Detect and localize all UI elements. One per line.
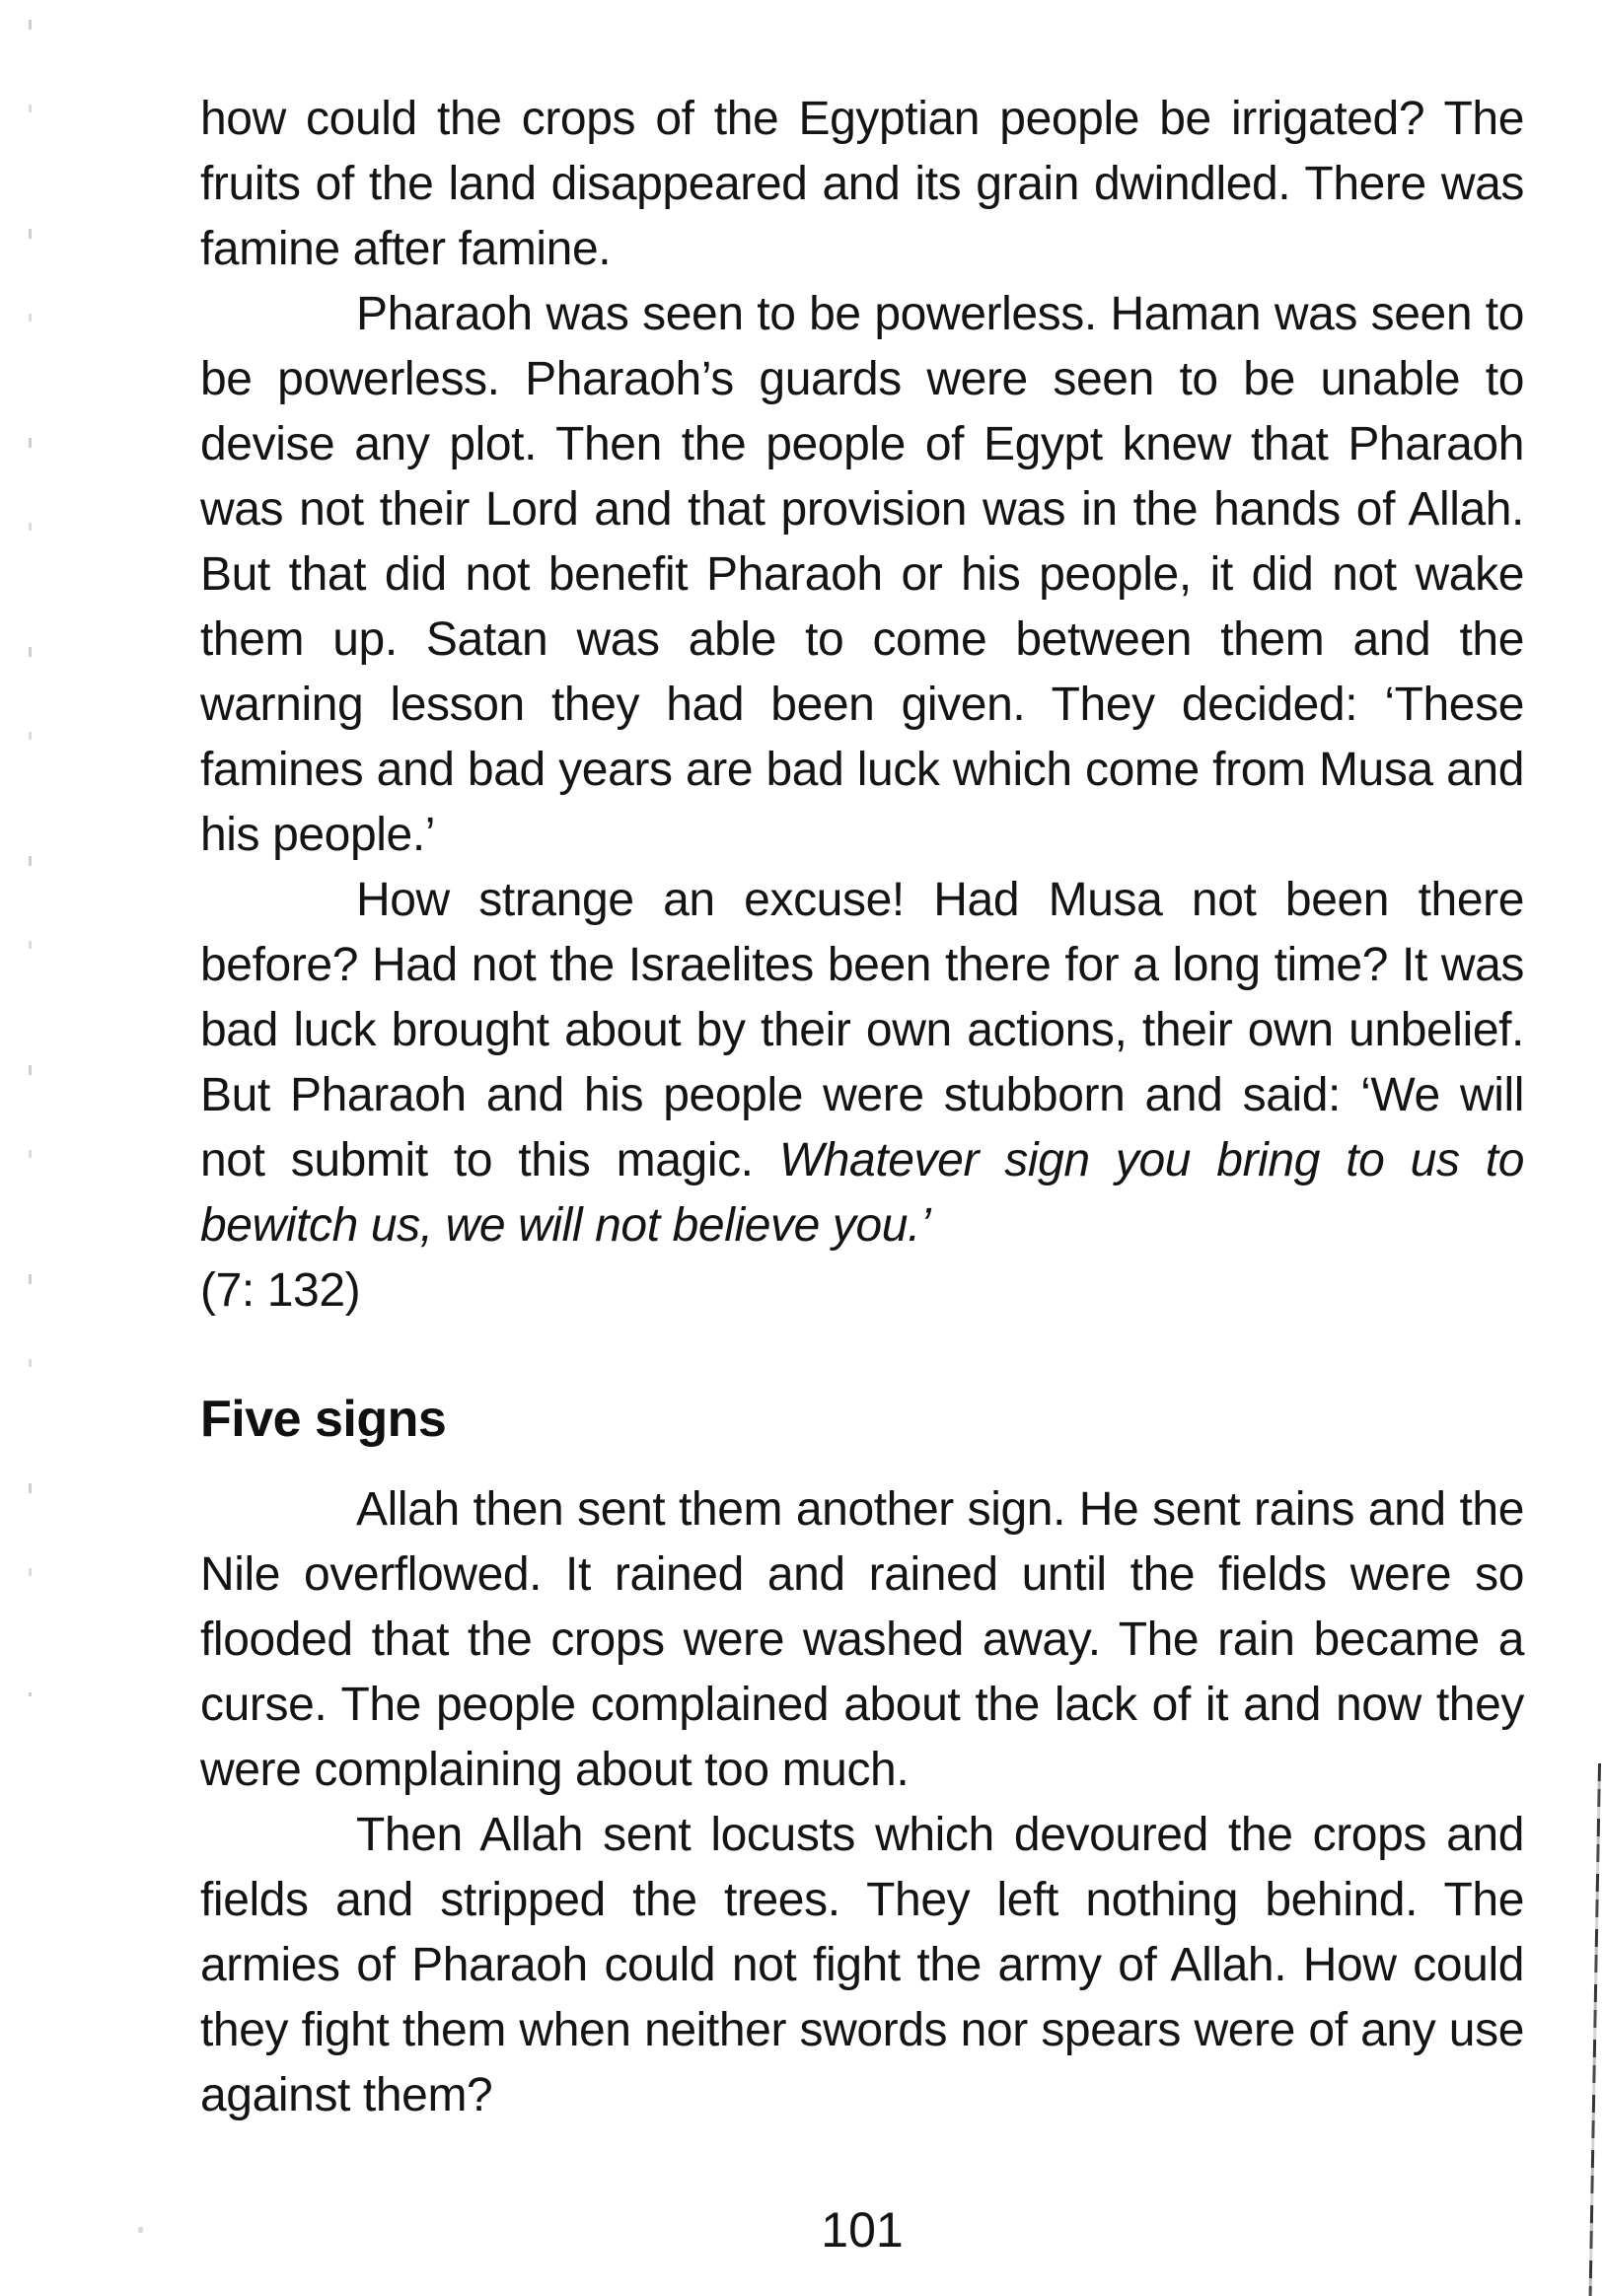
body-paragraph-with-quote [200, 868, 1524, 1258]
body-paragraph: Allah then sent them another sign. He sent rains and the Nile overflowed. It rained and rained until the fields were so flooded that the crops were washed away. The rain became a curse. The people complained about the lack of it and now they were complaining about too much. [200, 1483, 1524, 1796]
section-heading: Five signs [200, 1391, 447, 1448]
quran-quote-italic: Whatever sign you bring to us to bewitch us, we will not believe you.’ [200, 1134, 1524, 1252]
scan-speck [138, 2227, 143, 2233]
body-paragraph: Then Allah sent locusts which devoured the crops and fields and stripped the trees. They left nothing behind. The armies of Pharaoh could not fight the army of Allah. How could they fight them when neither swords nor spears were of any use against them? [200, 1809, 1524, 2121]
scan-speck-column [29, 20, 32, 1696]
page-number: 101 [821, 2202, 904, 2258]
text-column [200, 87, 1524, 2128]
page-edge-line [1589, 1763, 1601, 2296]
paragraph-regular-text: How strange an excuse! Had Musa not been there before? Had not the Israelites been there for a long time? It was bad luck brought about by their own actions, their own unbelief. But Pharaoh and his people were stubborn and said: ‘We will not submit to this magic. [200, 874, 1524, 1186]
verse-reference: (7: 132) [200, 1264, 361, 1317]
body-paragraph-continuation: how could the crops of the Egyptian people be irrigated? The fruits of the land disappeared and its grain dwindled. There was famine after famine. [200, 93, 1524, 275]
body-paragraph: Pharaoh was seen to be powerless. Haman was seen to be powerless. Pharaoh’s guards were seen to be unable to devise any plot. Then the people of Egypt knew that Pharaoh was not their Lord and that provision was in the hands of Allah. But that did not benefit Pharaoh or his people, it did not wake them up. Satan was able to come between them and the warning lesson they had been given. They decided: ‘These famines and bad years are bad luck which come from Musa and his people.’ [200, 288, 1524, 861]
